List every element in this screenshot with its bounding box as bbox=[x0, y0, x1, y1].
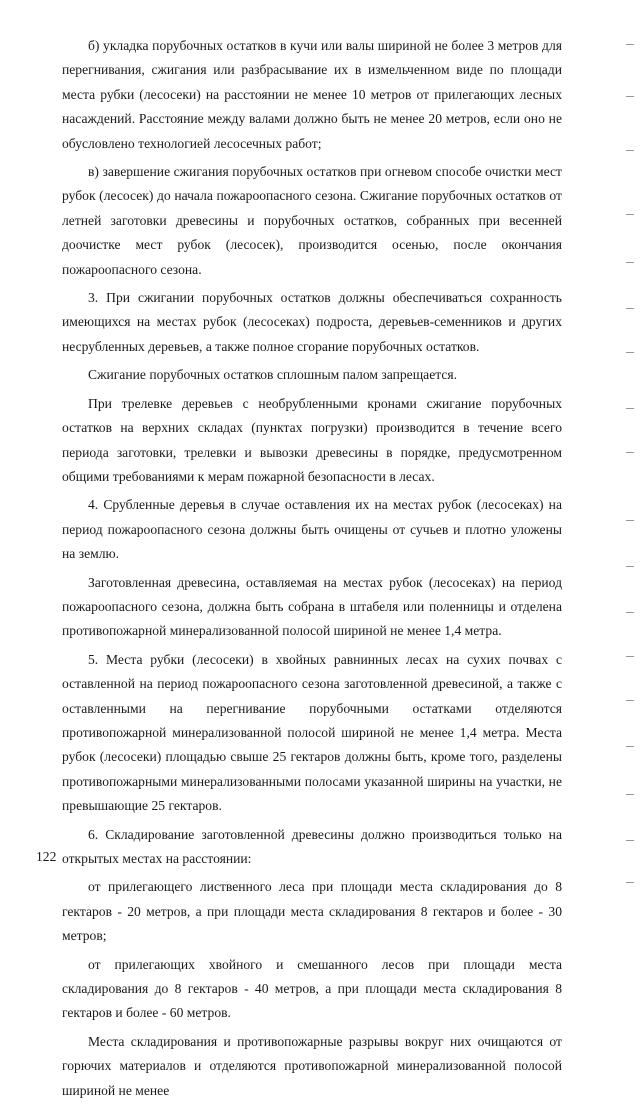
document-body bbox=[62, 34, 562, 1107]
edge-mark bbox=[626, 612, 634, 613]
paragraph-6: 4. Срубленные деревья в случае оставления их на местах рубок (лесосеках) на период пожароопасного сезона должны быть очищены от сучьев и плотно уложены на землю. bbox=[62, 497, 562, 562]
paragraph-8: 5. Места рубки (лесосеки) в хвойных равнинных лесах на сухих почвах с оставленной на период пожароопасного сезона заготовленной древесиной, а также с оставленными на перегнивание порубочными остатками отделяются противопожарной минерализованной полосой шириной не менее 1,4 метра. Места рубок (лесосеки) площадью свыше 25 гектаров должны быть, кроме того, разделены противопожарными минерализованными полосами указанной ширины на участки, не превышающие 25 гектаров. bbox=[62, 651, 562, 814]
paragraph-9: 6. Складирование заготовленной древесины должно производиться только на открытых местах на расстоянии: bbox=[62, 826, 562, 866]
edge-mark bbox=[626, 840, 634, 841]
paragraph-11: от прилегающих хвойного и смешанного лесов при площади места складирования до 8 гектаров - 40 метров, а при площади места складирования 8 гектаров и более - 60 метров. bbox=[62, 956, 562, 1021]
edge-mark bbox=[626, 452, 634, 453]
paragraph-10: от прилегающего лиственного леса при площади места складирования до 8 гектаров - 20 метров, а при площади места складирования 8 гектаров и более - 30 метров; bbox=[62, 879, 562, 944]
edge-mark bbox=[626, 700, 634, 701]
edge-mark bbox=[626, 882, 634, 883]
paragraph-7: Заготовленная древесина, оставляемая на местах рубок (лесосеках) на период пожароопасного сезона, должна быть собрана в штабеля или поленницы и отделена противопожарной минерализованной полосой шириной не менее 1,4 метра. bbox=[62, 574, 562, 639]
edge-mark bbox=[626, 214, 634, 215]
edge-mark bbox=[626, 408, 634, 409]
edge-mark bbox=[626, 96, 634, 97]
edge-mark bbox=[626, 566, 634, 567]
edge-mark bbox=[626, 746, 634, 747]
paragraph-4: Сжигание порубочных остатков сплошным палом запрещается. bbox=[88, 367, 458, 383]
edge-mark bbox=[626, 150, 634, 151]
edge-mark bbox=[626, 44, 634, 45]
scan-edge-marks bbox=[606, 0, 640, 905]
paragraph-12: Места складирования и противопожарные разрывы вокруг них очищаются от горючих материалов и отделяются противопожарной минерализованной полосой шириной не менее bbox=[62, 1033, 562, 1098]
paragraph-2: в) завершение сжигания порубочных остатков при огневом способе очистки мест рубок (лесосек) до начала пожароопасного сезона. Сжигание порубочных остатков от летней заготовки древесины и порубочных остатков, собранных при весенней доочистке мест рубок (лесосек), производится осенью, после окончания пожароопасного сезона. bbox=[62, 164, 562, 277]
paragraph-3: 3. При сжигании порубочных остатков должны обеспечиваться сохранность имеющихся на местах рубок (лесосеках) подроста, деревьев-семенников и других несрубленных деревьев, а также полное сгорание порубочных остатков. bbox=[62, 290, 562, 354]
edge-mark bbox=[626, 262, 634, 263]
edge-mark bbox=[626, 794, 634, 795]
paragraph-1: б) укладка порубочных остатков в кучи или валы шириной не более 3 метров для перегнивания, сжигания или разбрасывание их в измельченном виде по площади места рубки (лесосеки) на расстоянии не менее 10 метров от прилегающих лесных насаждений. Расстояние между валами должно быть не менее 20 метров, если оно не обусловлено технологией лесосечных работ; bbox=[62, 38, 562, 151]
edge-mark bbox=[626, 520, 634, 521]
edge-mark bbox=[626, 308, 634, 309]
edge-mark bbox=[626, 656, 634, 657]
paragraph-5: При трелевке деревьев с необрубленными кронами сжигание порубочных остатков на верхних складах (пунктах погрузки) производится в течение всего периода заготовки, трелевки и вывозки древесины в порядке, предусмотренном общими требованиями к мерам пожарной безопасности в лесах. bbox=[62, 395, 562, 484]
page-number: 122 bbox=[36, 849, 57, 864]
edge-mark bbox=[626, 352, 634, 353]
